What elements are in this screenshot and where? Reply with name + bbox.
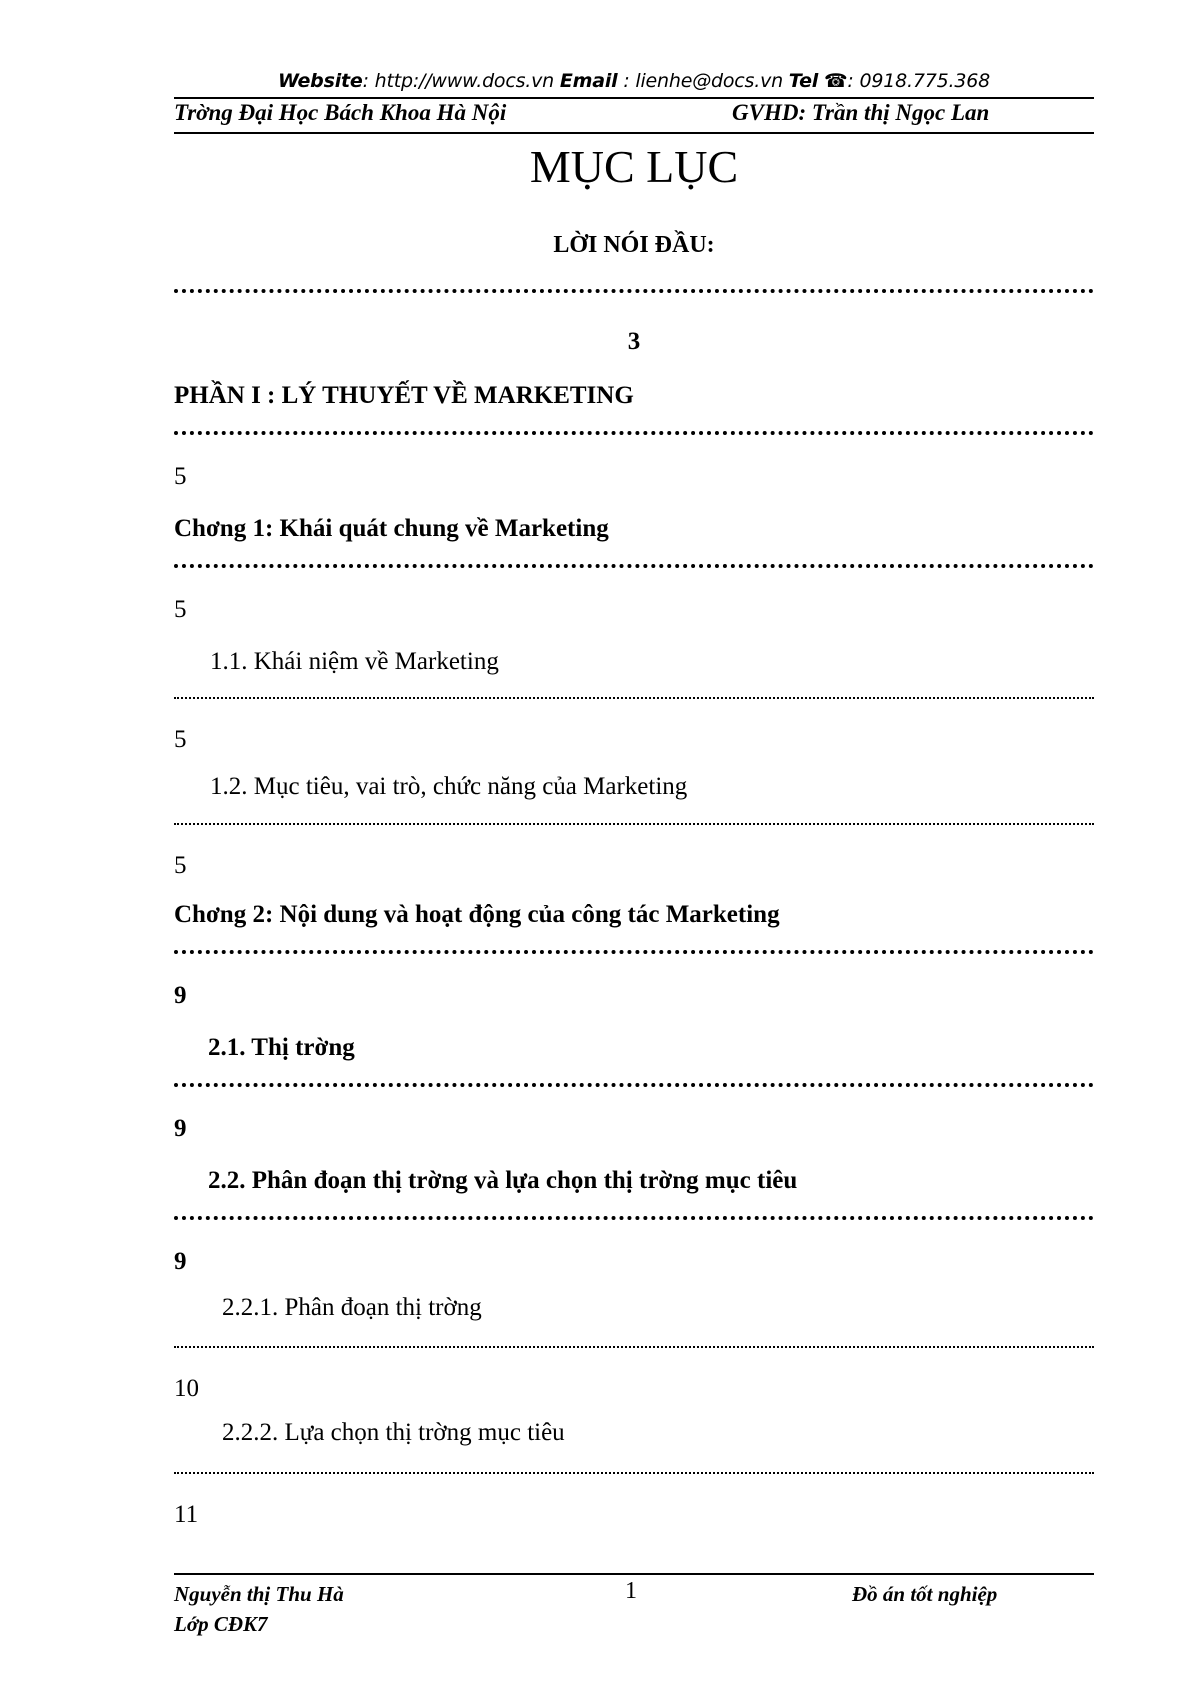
header-bottom-rule [174,132,1094,134]
toc-page-number: 9 [174,1248,187,1275]
toc-page-number: 11 [174,1501,199,1528]
dot-leader [174,289,1094,293]
dot-leader [174,950,1094,954]
toc-page-number: 5 [174,726,187,753]
footer-page-number: 1 [625,1578,637,1604]
phone-icon: ☎ [823,70,848,92]
tel-label: Tel [788,70,819,92]
dot-leader [174,1346,1094,1348]
toc-page-number: 5 [174,596,187,623]
dot-leader [174,823,1094,825]
toc-entry-part-1: PHẦN I : LÝ THUYẾT VỀ MARKETING [174,382,634,409]
dot-leader [174,697,1094,699]
website-url: : http://www.docs.vn [362,70,560,92]
header-school: Trờng Đại Học Bách Khoa Hà Nội [174,100,507,125]
toc-entry-chapter-1: Chơng 1: Khái quát chung về Marketing [174,515,609,542]
preface-page-number: 3 [627,328,641,355]
dot-leader [174,1083,1094,1087]
header-top-rule [174,97,1094,99]
footer-rule [174,1573,1094,1575]
toc-entry-2-2: 2.2. Phân đoạn thị trờng và lựa chọn thị trờng mục tiêu [208,1167,798,1194]
toc-page-number: 5 [174,852,187,879]
page-title: MỤC LỤC [529,141,739,192]
email-label: Email [559,70,618,92]
toc-entry-2-2-1: 2.2.1. Phân đoạn thị trờng [222,1294,482,1321]
dot-leader [174,1216,1094,1220]
toc-entry-1-1: 1.1. Khái niệm về Marketing [210,648,499,675]
footer-author: Nguyễn thị Thu Hà [174,1582,344,1606]
toc-entry-1-2: 1.2. Mục tiêu, vai trò, chức năng của Marketing [210,773,688,800]
footer-doc-type: Đồ án tốt nghiệp [852,1582,998,1606]
tel-number: : 0918.775.368 [847,70,991,92]
email-address: : lienhe@docs.vn [617,70,789,92]
contact-line [174,70,1094,92]
header-advisor: GVHD: Trần thị Ngọc Lan [732,100,990,125]
preface-heading: LỜI NÓI ĐẦU: [553,232,715,258]
toc-page-number: 9 [174,982,187,1009]
dot-leader [174,1472,1094,1474]
footer-class: Lớp CĐK7 [174,1612,268,1636]
toc-entry-2-1: 2.1. Thị trờng [208,1034,355,1061]
toc-entry-2-2-2: 2.2.2. Lựa chọn thị trờng mục tiêu [222,1419,565,1446]
dot-leader [174,564,1094,568]
toc-page-number: 5 [174,463,187,490]
toc-page-number: 9 [174,1115,187,1142]
website-label: Website [277,70,363,92]
dot-leader [174,431,1094,435]
toc-entry-chapter-2: Chơng 2: Nội dung và hoạt động của công tác Marketing [174,901,780,928]
toc-page-number: 10 [174,1375,199,1402]
